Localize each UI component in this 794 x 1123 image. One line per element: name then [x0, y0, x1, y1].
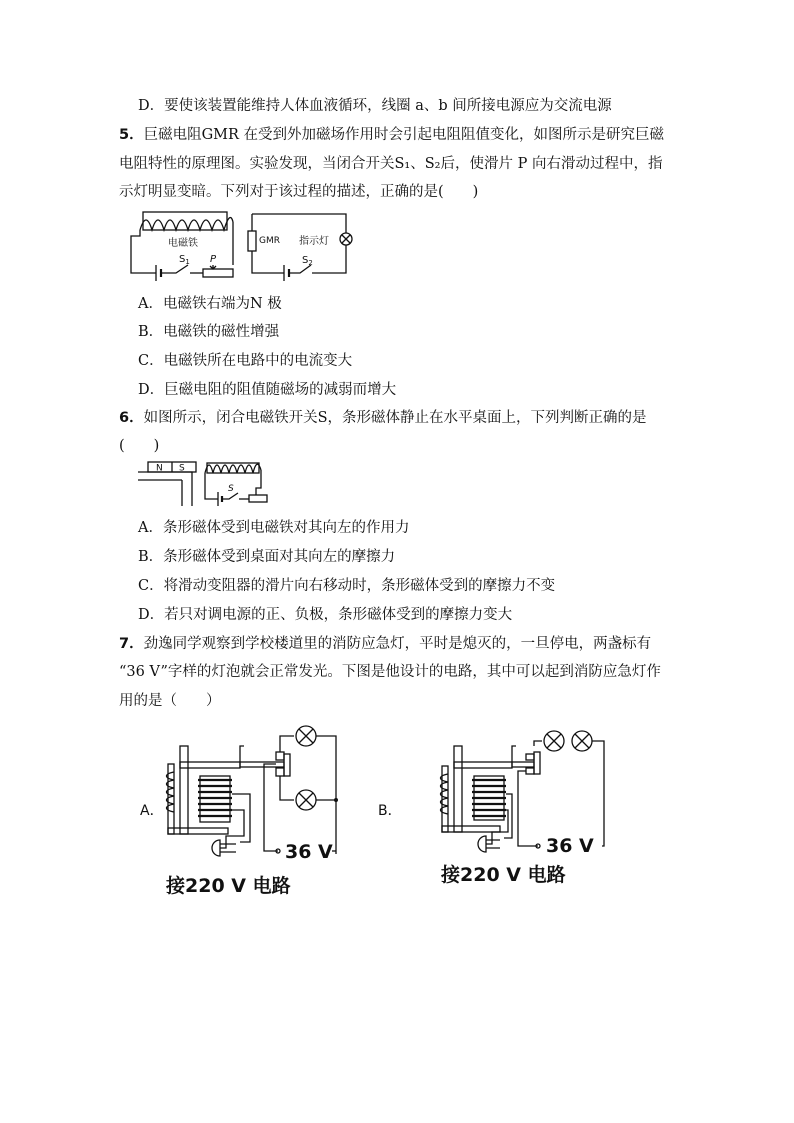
p-label: P	[210, 254, 217, 265]
q4-option-d: D．要使该装置能维持人体血液循环，线圈 a、b 间所接电源应为交流电源	[138, 98, 612, 114]
q5-stem-line-2: 电阻特性的原理图。实验发现，当闭合开关S₁、S₂后，使滑片 P 向右滑动过程中，指	[119, 156, 663, 172]
wire-lamp1-right	[316, 736, 336, 854]
relay-b-wire-right	[592, 741, 604, 846]
q5-circuit-figure	[128, 210, 358, 282]
q7-figure-a-supply: 接220 V 电路	[166, 875, 291, 897]
gmr-label: GMR	[259, 236, 280, 246]
relay-b-arm-up	[512, 746, 516, 762]
q7-figure-b-label: B．	[378, 803, 402, 819]
q7-stem-line-3: 用的是（ ）	[119, 693, 221, 709]
relay-b-wire-36v	[518, 771, 538, 846]
junction-dot	[334, 798, 338, 802]
q7-stem-text-1: 劲逸同学观察到学校楼道里的消防应急灯，平时是熄灭的，一旦停电，两盏标有	[143, 636, 652, 652]
lamp-b1-cross	[547, 734, 561, 748]
lamp-2-cross	[299, 793, 313, 807]
magnet-s-label: S	[179, 463, 185, 474]
rheostat	[203, 269, 233, 277]
lamp-label: 指示灯	[299, 236, 329, 247]
right-circuit-wire-left-bottom	[252, 251, 284, 273]
contact-block	[284, 754, 290, 776]
relay-b-wire-up	[534, 741, 542, 746]
relay-arm-up	[240, 746, 244, 762]
relay-b-contact-upper	[526, 754, 534, 760]
wire-lamp2-left	[280, 776, 294, 800]
q6-option-c: C．将滑动变阻器的滑片向右移动时，条形磁体受到的摩擦力不变	[138, 578, 556, 594]
relay-b-base	[442, 826, 500, 832]
relay-lever	[240, 762, 284, 767]
q5-stem-line-3: 示灯明显变暗。下列对于该过程的描述，正确的是( )	[119, 184, 479, 200]
q6-electromagnet-coil	[205, 464, 261, 473]
q7-number: 7．	[119, 636, 144, 652]
q6-switch-label: S	[228, 484, 234, 494]
q7-figure-a	[160, 724, 350, 854]
relay-b-coil-windings	[472, 780, 506, 816]
plug-icon	[212, 840, 220, 856]
q6-option-b: B．条形磁体受到桌面对其向左的摩擦力	[138, 549, 396, 565]
contact-upper	[276, 752, 284, 760]
q7-figure-b-voltage: 36 V	[546, 835, 594, 857]
lamp-b2-cross	[575, 734, 589, 748]
relay-left-post	[168, 764, 174, 834]
q7-stem-line-2: “36 V”字样的灯泡就会正常发光。下图是他设计的电路，其中可以起到消防应急灯作	[119, 664, 661, 680]
relay-base	[168, 828, 228, 834]
q7-figure-b	[434, 726, 614, 852]
q5-option-d: D．巨磁电阻的阻值随磁场的减弱而增大	[138, 382, 397, 398]
q5-option-a: A．电磁铁右端为N 极	[138, 296, 282, 312]
relay-b-contact-block	[534, 752, 540, 774]
q6-option-d: D．若只对调电源的正、负极，条形磁体受到的摩擦力变大	[138, 607, 513, 623]
q7-figure-a-label: A．	[140, 803, 164, 819]
magnet-n-label: N	[156, 463, 163, 474]
relay-b-armature	[454, 762, 512, 768]
lamp-cross	[342, 235, 350, 243]
q7-figure-b-supply: 接220 V 电路	[441, 864, 566, 886]
q6-number: 6．	[119, 410, 144, 426]
relay-armature	[180, 762, 240, 768]
lamp-1-cross	[299, 729, 313, 743]
q6-rheostat	[249, 495, 267, 502]
electromagnet-coil	[140, 218, 233, 231]
relay-b-plug-icon	[478, 836, 486, 852]
wire-lamp1-left	[280, 736, 294, 752]
q6-stem-line-1	[119, 408, 647, 428]
relay-b-contact-lower	[526, 768, 534, 774]
gmr-resistor	[248, 231, 256, 251]
relay-b-lever	[512, 762, 534, 767]
s1-label: $S_1$	[179, 254, 190, 266]
wire-36v-left	[264, 764, 278, 851]
q5-option-b: B．电磁铁的磁性增强	[138, 324, 280, 340]
q6-stem-text-1: 如图所示，闭合电磁铁开关S，条形磁体静止在水平桌面上，下列判断正确的是	[143, 410, 647, 426]
q7-stem-line-1	[119, 634, 651, 654]
q6-option-a: A．条形磁体受到电磁铁对其向左的作用力	[138, 520, 410, 536]
q6-wire-left	[205, 473, 218, 499]
coil-lead-1	[232, 794, 250, 842]
s2-label: $S_2$	[302, 255, 313, 267]
q6-wire-right	[256, 470, 261, 495]
q5-option-c: C．电磁铁所在电路中的电流变大	[138, 353, 353, 369]
q6-magnet-figure	[136, 458, 286, 508]
relay-coil-windings	[198, 780, 232, 816]
left-circuit-wire-1	[131, 230, 156, 273]
relay-armature-post	[180, 746, 188, 834]
q6-stem-line-2: ( )	[119, 438, 160, 454]
q5-number: 5．	[119, 127, 144, 143]
relay-b-armature-post	[454, 746, 462, 832]
contact-lower	[276, 768, 284, 776]
right-circuit-wire-top	[252, 214, 346, 233]
table	[138, 472, 192, 506]
right-circuit-wire-bottom	[312, 245, 346, 273]
q7-figure-a-voltage: 36 V	[285, 841, 333, 863]
electromagnet-label: 电磁铁	[168, 238, 198, 249]
switch-s1	[161, 265, 188, 273]
q5-stem-line-1	[119, 125, 664, 145]
q5-stem-text-1: 巨磁电阻GMR 在受到外加磁场作用时会引起电阻阻值变化，如图所示是研究巨磁	[143, 127, 665, 143]
